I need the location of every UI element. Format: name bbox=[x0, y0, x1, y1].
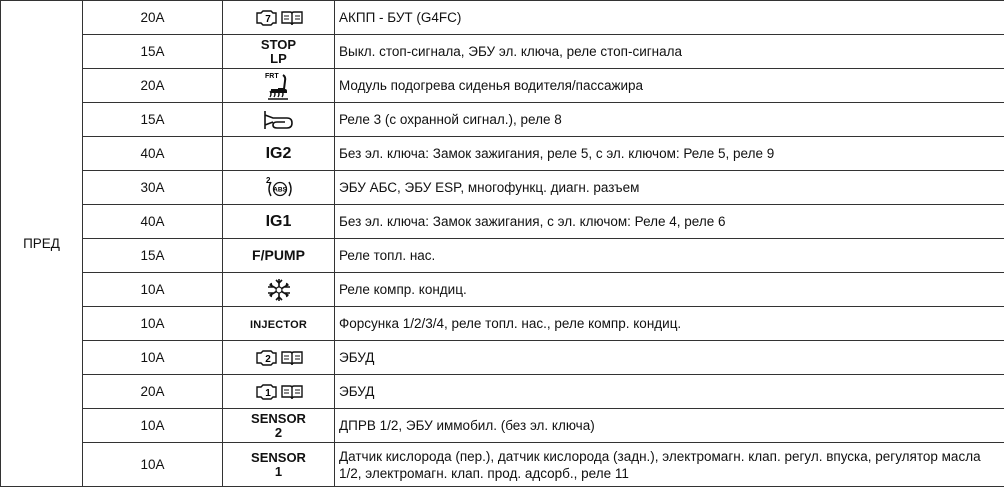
symbol-line-2: LP bbox=[270, 50, 287, 66]
abs-2-icon bbox=[262, 175, 296, 201]
symbol-line-1: SENSOR bbox=[251, 449, 306, 465]
description-cell: ЭБУД bbox=[335, 375, 1004, 409]
amp-cell: 10A bbox=[83, 273, 223, 307]
symbol-line-1: SENSOR bbox=[251, 410, 306, 426]
description-cell: Выкл. стоп-сигнала, ЭБУ эл. ключа, реле стоп-сигнала bbox=[335, 35, 1004, 69]
symbol-cell bbox=[223, 205, 335, 239]
symbol-label: IG2 bbox=[265, 145, 292, 162]
horn-icon bbox=[259, 108, 299, 132]
amp-cell: 10A bbox=[83, 341, 223, 375]
table-row bbox=[1, 171, 1004, 205]
amp-cell: 40A bbox=[83, 137, 223, 171]
symbol-cell bbox=[223, 273, 335, 307]
description-cell: Датчик кислорода (пер.), датчик кислорода (задн.), электромагн. клап. регул. впуска, регулятор масла 1/2, электромагн. клап. прод. адсорб., реле 11 bbox=[335, 443, 1004, 487]
symbol-label: IG1 bbox=[265, 213, 292, 230]
description-cell: Без эл. ключа: Замок зажигания, с эл. ключом: Реле 4, реле 6 bbox=[335, 205, 1004, 239]
abs-superscript: 2 bbox=[265, 175, 270, 185]
amp-cell: 10A bbox=[83, 443, 223, 487]
symbol-label: F/PUMP bbox=[252, 247, 305, 263]
symbol-line-2: 1 bbox=[274, 463, 283, 479]
table-row bbox=[1, 239, 1004, 273]
amp-cell: 15A bbox=[83, 239, 223, 273]
symbol-label bbox=[261, 38, 296, 66]
table-row bbox=[1, 103, 1004, 137]
symbol-label bbox=[251, 451, 306, 479]
table-row bbox=[1, 137, 1004, 171]
amp-cell: 20A bbox=[83, 1, 223, 35]
symbol-cell bbox=[223, 103, 335, 137]
ecu-icon-digit: 7 bbox=[264, 13, 271, 25]
description-cell: Модуль подогрева сиденья водителя/пассажира bbox=[335, 69, 1004, 103]
symbol-cell bbox=[223, 307, 335, 341]
seat-heater-label: FRT bbox=[264, 72, 279, 80]
symbol-cell bbox=[223, 375, 335, 409]
symbol-cell bbox=[223, 409, 335, 443]
abs-label: ABS bbox=[272, 186, 287, 193]
amp-cell: 15A bbox=[83, 103, 223, 137]
table-row bbox=[1, 69, 1004, 103]
table-row bbox=[1, 341, 1004, 375]
ac-compressor-snowflake-icon bbox=[265, 276, 293, 304]
description-cell: Без эл. ключа: Замок зажигания, реле 5, с эл. ключом: Реле 5, реле 9 bbox=[335, 137, 1004, 171]
symbol-cell bbox=[223, 341, 335, 375]
description-cell: Реле топл. нас. bbox=[335, 239, 1004, 273]
amp-cell: 20A bbox=[83, 69, 223, 103]
table-row bbox=[1, 35, 1004, 69]
symbol-cell bbox=[223, 443, 335, 487]
symbol-cell bbox=[223, 137, 335, 171]
symbol-line-2: 2 bbox=[274, 424, 283, 440]
table-row bbox=[1, 409, 1004, 443]
table-row bbox=[1, 205, 1004, 239]
amp-cell: 10A bbox=[83, 307, 223, 341]
amp-cell: 30A bbox=[83, 171, 223, 205]
location-cell: ПРЕД bbox=[1, 1, 83, 487]
symbol-label: INJECTOR bbox=[249, 318, 308, 331]
ecu-icon-digit: 1 bbox=[264, 387, 271, 399]
amp-cell: 15A bbox=[83, 35, 223, 69]
amp-cell: 10A bbox=[83, 409, 223, 443]
symbol-cell bbox=[223, 1, 335, 35]
description-cell: Форсунка 1/2/3/4, реле топл. нас., реле компр. кондиц. bbox=[335, 307, 1004, 341]
symbol-cell bbox=[223, 69, 335, 103]
symbol-label bbox=[251, 412, 306, 440]
seat-heater-front-icon bbox=[261, 71, 297, 101]
ecu-7-manual-icon bbox=[254, 9, 304, 27]
description-cell: АКПП - БУТ (G4FC) bbox=[335, 1, 1004, 35]
table-row bbox=[1, 307, 1004, 341]
table-row bbox=[1, 1, 1004, 35]
symbol-cell bbox=[223, 35, 335, 69]
description-cell: ЭБУ АБС, ЭБУ ESP, многофункц. диагн. разъем bbox=[335, 171, 1004, 205]
symbol-line-1: STOP bbox=[260, 36, 297, 52]
symbol-cell bbox=[223, 239, 335, 273]
symbol-cell bbox=[223, 171, 335, 205]
description-cell: ДПРВ 1/2, ЭБУ иммобил. (без эл. ключа) bbox=[335, 409, 1004, 443]
description-cell: ЭБУД bbox=[335, 341, 1004, 375]
description-cell: Реле компр. кондиц. bbox=[335, 273, 1004, 307]
amp-cell: 20A bbox=[83, 375, 223, 409]
table-row bbox=[1, 443, 1004, 487]
ecu-icon-digit: 2 bbox=[264, 353, 271, 365]
description-cell: Реле 3 (с охранной сигнал.), реле 8 bbox=[335, 103, 1004, 137]
ecu-2-manual-icon bbox=[254, 349, 304, 367]
ecu-1-manual-icon bbox=[254, 383, 304, 401]
table-row bbox=[1, 375, 1004, 409]
table-row bbox=[1, 273, 1004, 307]
amp-cell: 40A bbox=[83, 205, 223, 239]
